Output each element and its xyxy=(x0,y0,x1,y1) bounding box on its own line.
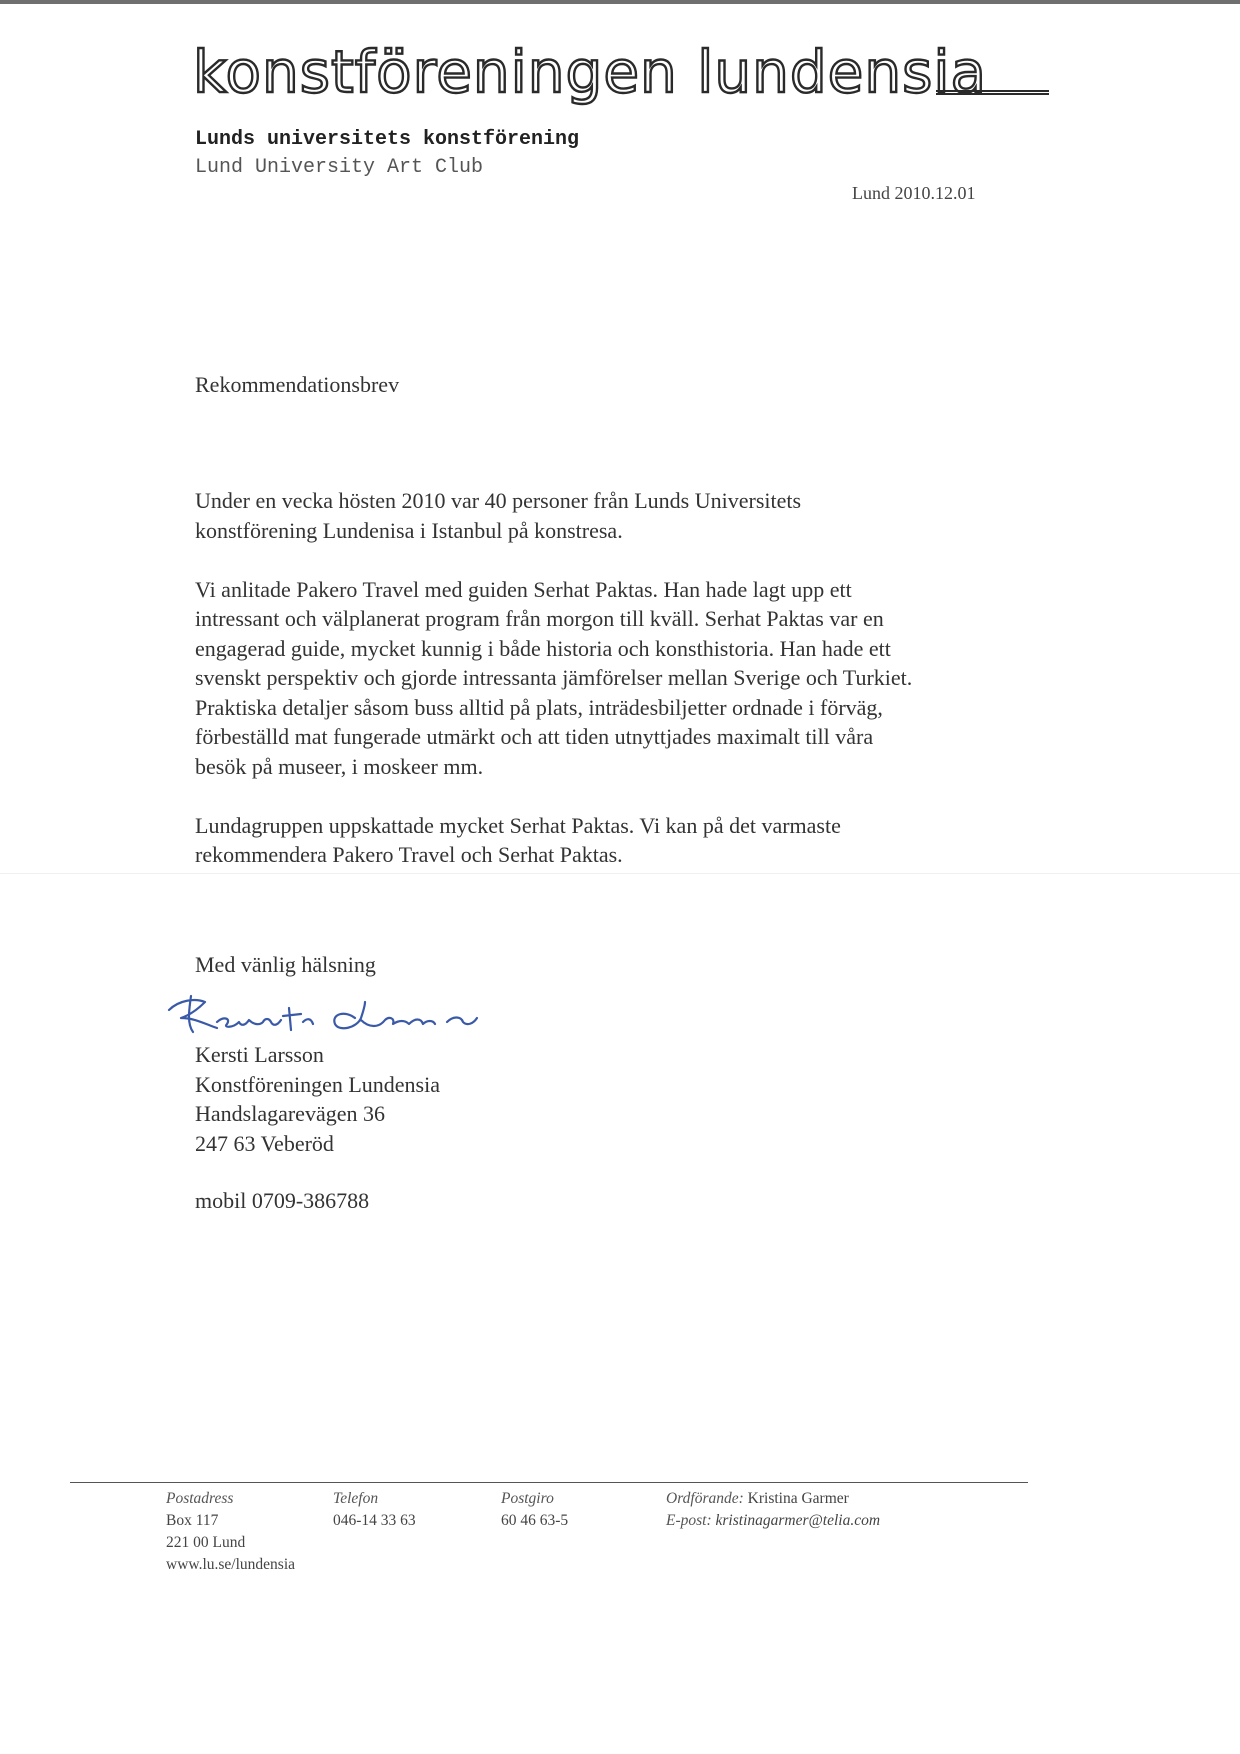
footer-label: E-post: xyxy=(666,1512,712,1529)
sender-block xyxy=(195,1040,440,1158)
sender-city: 247 63 Veberöd xyxy=(195,1130,334,1156)
handwritten-signature xyxy=(165,988,515,1048)
logo-rule xyxy=(936,90,1049,95)
letterhead-logo xyxy=(193,38,1053,114)
footer-postgiro xyxy=(501,1488,568,1532)
footer-chair xyxy=(666,1488,880,1532)
scan-artifact-line xyxy=(0,873,1240,874)
footer-phone: 046-14 33 63 xyxy=(333,1512,416,1529)
footer-email: kristinagarmer@telia.com xyxy=(715,1512,881,1529)
sender-organization: Konstföreningen Lundensia xyxy=(195,1071,440,1097)
footer-label: Telefon xyxy=(333,1490,379,1507)
paragraph: Lundagruppen uppskattade mycket Serhat Paktas. Vi kan på det varmaste rekommendera Pakero Travel och Serhat Paktas. xyxy=(195,812,841,867)
sender-name: Kersti Larsson xyxy=(195,1042,324,1067)
logo-text: konstföreningen lundensia xyxy=(193,38,987,106)
footer-telefon xyxy=(333,1488,416,1532)
footer-website: www.lu.se/lundensia xyxy=(166,1556,296,1573)
sender-mobile: mobil 0709-386788 xyxy=(195,1188,370,1213)
footer-postgiro-number: 60 46 63-5 xyxy=(501,1512,569,1529)
sender-street: Handslagarevägen 36 xyxy=(195,1101,385,1126)
paragraph: Vi anlitade Pakero Travel med guiden Serhat Paktas. Han hade lagt upp ett intressant och välplanerat program från morgon till kväll. Serhat Paktas var en engagerad guide, mycket kunnig i både historia och konsthistoria. Han hade ett svenskt perspektiv och gjorde intressanta jämförelser mellan Sverige och Turkiet. Praktiska detaljer såsom buss alltid på plats, inträdesbiljetter ordnade i förväg, förbeställd mat fungerade utmärkt och att tiden utnyttjades maximalt till våra besök på museer, i moskeer mm. xyxy=(195,576,913,779)
footer-label: Ordförande: xyxy=(666,1490,744,1507)
footer-line: 221 00 Lund xyxy=(166,1534,246,1551)
letter-body xyxy=(195,486,1075,899)
closing-salutation: Med vänlig hälsning xyxy=(195,952,376,977)
letterhead-subtitle-swedish: Lunds universitets konstförening xyxy=(195,128,580,151)
letter-title: Rekommendationsbrev xyxy=(195,372,400,397)
footer-chair-name: Kristina Garmer xyxy=(747,1490,849,1507)
footer-divider xyxy=(70,1482,1028,1483)
footer-line: Box 117 xyxy=(166,1512,219,1529)
footer-postadress xyxy=(166,1488,295,1576)
letter-date: Lund 2010.12.01 xyxy=(852,183,976,203)
footer-label: Postgiro xyxy=(501,1490,554,1507)
footer-label: Postadress xyxy=(166,1490,234,1507)
paragraph: Under en vecka hösten 2010 var 40 personer från Lunds Universitets konstförening Lundenisa i Istanbul på konstresa. xyxy=(195,488,802,543)
scan-edge xyxy=(0,0,1240,4)
letterhead-subtitle-english: Lund University Art Club xyxy=(195,156,484,179)
